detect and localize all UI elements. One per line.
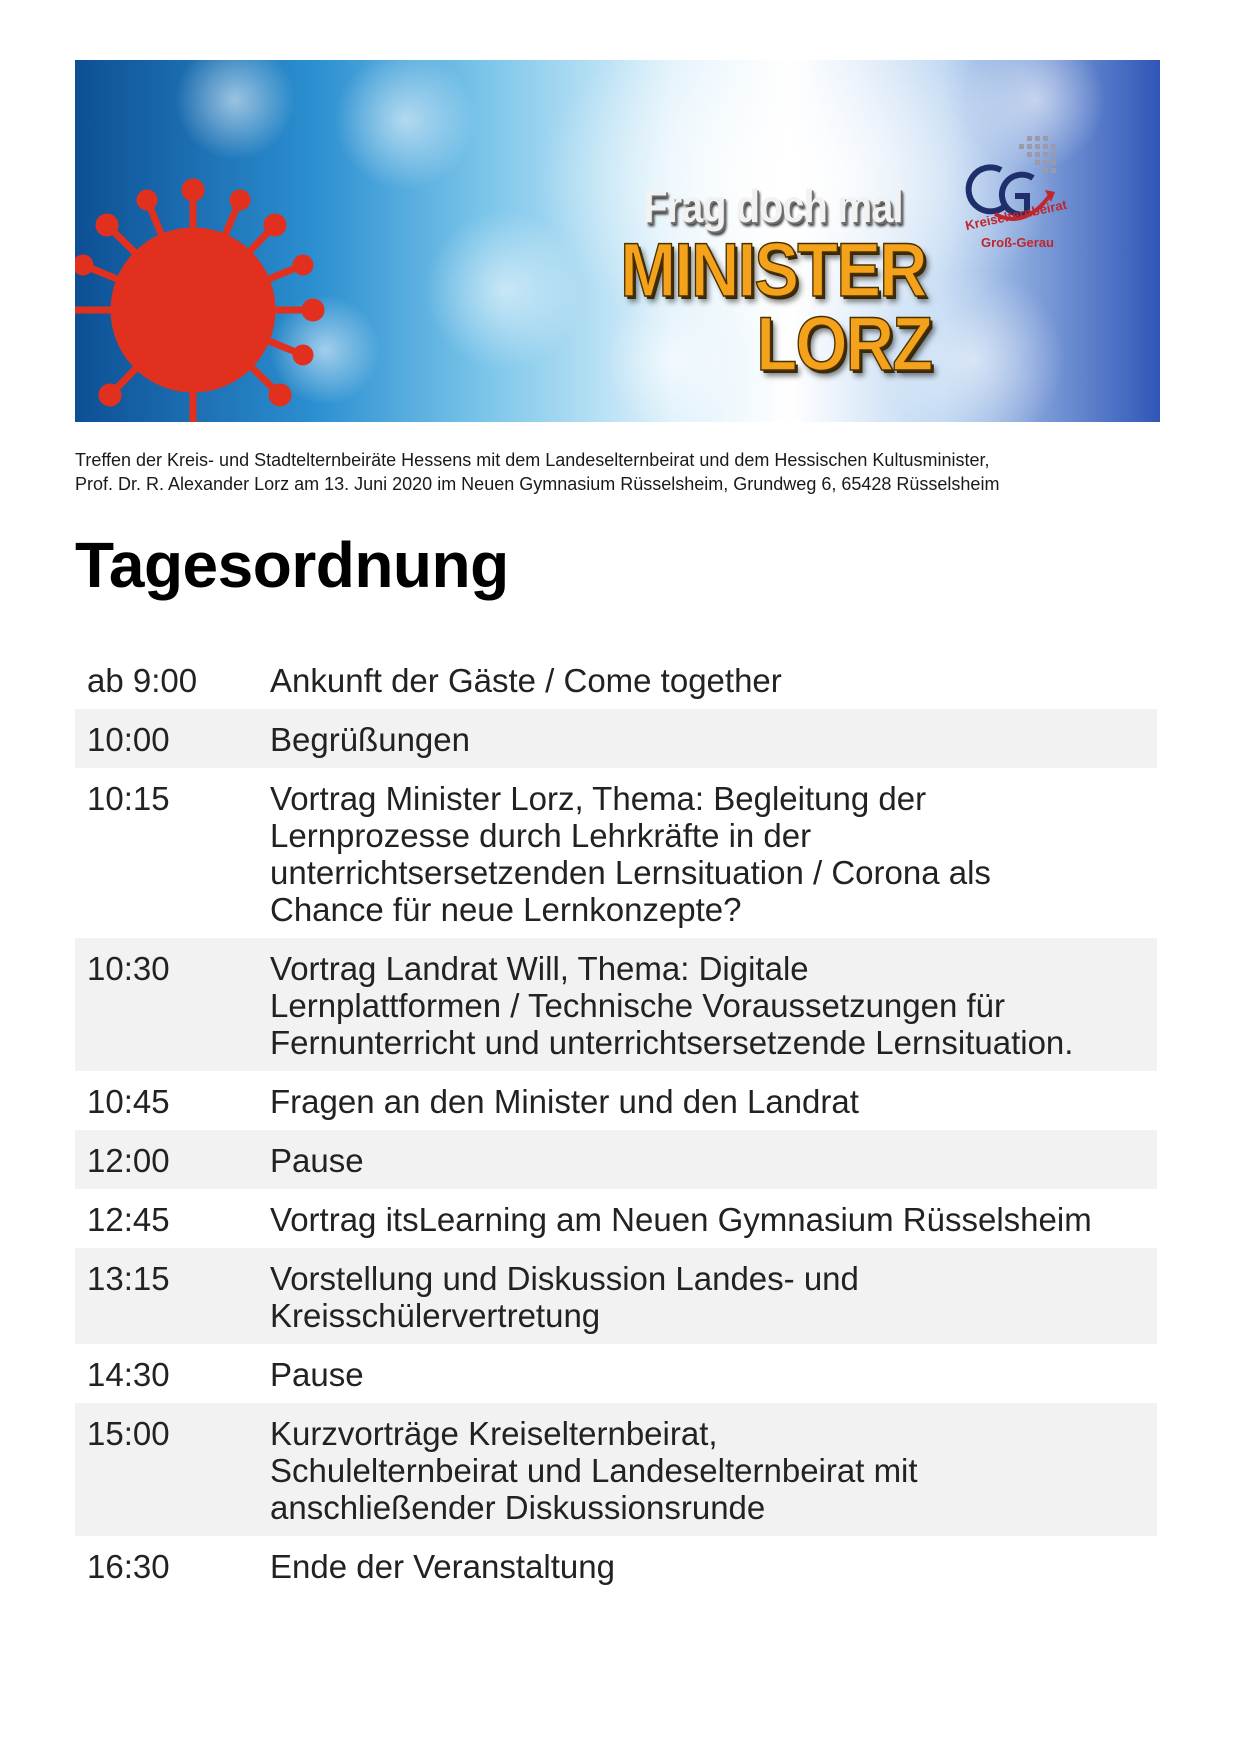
agenda-time: 10:00 (87, 721, 170, 758)
agenda-description (270, 1142, 1157, 1179)
agenda-row (75, 1248, 1157, 1344)
agenda-description-line: unterrichtsersetzenden Lernsituation / Corona als (270, 854, 991, 891)
agenda-description (270, 721, 1157, 758)
agenda-row (75, 650, 1157, 709)
logo-text-line2: Groß-Gerau (981, 235, 1054, 250)
agenda-description (270, 1083, 1157, 1120)
page-title: Tagesordnung (75, 529, 509, 601)
header-banner (75, 60, 1160, 422)
banner-title (573, 180, 973, 387)
agenda-time: 13:15 (87, 1260, 170, 1297)
agenda-description-line: Schulelternbeirat und Landeselternbeirat mit (270, 1452, 918, 1489)
logo-text (963, 196, 1083, 250)
agenda-row (75, 768, 1157, 938)
agenda-time: 16:30 (87, 1548, 170, 1585)
agenda-description-line: Vorstellung und Diskussion Landes- und (270, 1260, 859, 1297)
agenda-description-line: Fernunterricht und unterrichtsersetzende Lernsituation. (270, 1024, 1074, 1061)
intro-line2: Prof. Dr. R. Alexander Lorz am 13. Juni 2020 im Neuen Gymnasium Rüsselsheim, Grundweg 6, 65428 Rüsselsheim (75, 474, 1000, 494)
banner-title-line2: MINISTER (620, 228, 926, 313)
agenda-row (75, 709, 1157, 768)
banner-title-line1: Frag doch mal (643, 180, 903, 232)
agenda-description (270, 780, 1157, 928)
intro-line1: Treffen der Kreis- und Stadtelternbeiräte Hessens mit dem Landeselternbeirat und dem Hessischen Kultusminister, (75, 450, 990, 470)
agenda-description-line: Vortrag itsLearning am Neuen Gymnasium Rüsselsheim (270, 1201, 1092, 1238)
agenda-table (75, 650, 1157, 1595)
banner-title-line3: LORZ (756, 302, 932, 387)
agenda-description-line: Vortrag Landrat Will, Thema: Digitale (270, 950, 809, 987)
agenda-description-line: anschließender Diskussionsrunde (270, 1489, 766, 1526)
agenda-description (270, 1260, 1157, 1334)
agenda-description-line: Kreisschülervertretung (270, 1297, 601, 1334)
agenda-time: 10:30 (87, 950, 170, 987)
agenda-time: 10:45 (87, 1083, 170, 1120)
agenda-description-line: Fragen an den Minister und den Landrat (270, 1083, 859, 1120)
agenda-time: ab 9:00 (87, 662, 198, 699)
virus-icon (75, 60, 335, 422)
agenda-row (75, 1344, 1157, 1403)
agenda-description (270, 1201, 1157, 1238)
agenda-description (270, 1415, 1157, 1526)
agenda-description-line: Ankunft der Gäste / Come together (270, 662, 782, 699)
agenda-description (270, 1548, 1157, 1585)
agenda-description (270, 1356, 1157, 1393)
agenda-description-line: Ende der Veranstaltung (270, 1548, 615, 1585)
agenda-description-line: Lernplattformen / Technische Voraussetzungen für (270, 987, 1006, 1024)
logo-text-line1: Kreiselternbeirat (963, 196, 1069, 233)
agenda-row (75, 1403, 1157, 1536)
agenda-time: 14:30 (87, 1356, 170, 1393)
agenda-description-line: Vortrag Minister Lorz, Thema: Begleitung der (270, 780, 927, 817)
agenda-description-line: Begrüßungen (270, 721, 470, 758)
intro-text (75, 448, 1165, 496)
agenda-description-line: Kurzvorträge Kreiselternbeirat, (270, 1415, 718, 1452)
agenda-row (75, 1130, 1157, 1189)
agenda-time: 12:00 (87, 1142, 170, 1179)
agenda-row (75, 1071, 1157, 1130)
agenda-time: 12:45 (87, 1201, 170, 1238)
agenda-description (270, 662, 1157, 699)
agenda-description-line: Lernprozesse durch Lehrkräfte in der (270, 817, 812, 854)
agenda-description-line: Pause (270, 1142, 364, 1179)
agenda-time: 15:00 (87, 1415, 170, 1452)
agenda-time: 10:15 (87, 780, 170, 817)
agenda-description-line: Pause (270, 1356, 364, 1393)
agenda-row (75, 938, 1157, 1071)
agenda-row (75, 1536, 1157, 1595)
agenda-description (270, 950, 1157, 1061)
agenda-description-line: Chance für neue Lernkonzepte? (270, 891, 742, 928)
agenda-row (75, 1189, 1157, 1248)
